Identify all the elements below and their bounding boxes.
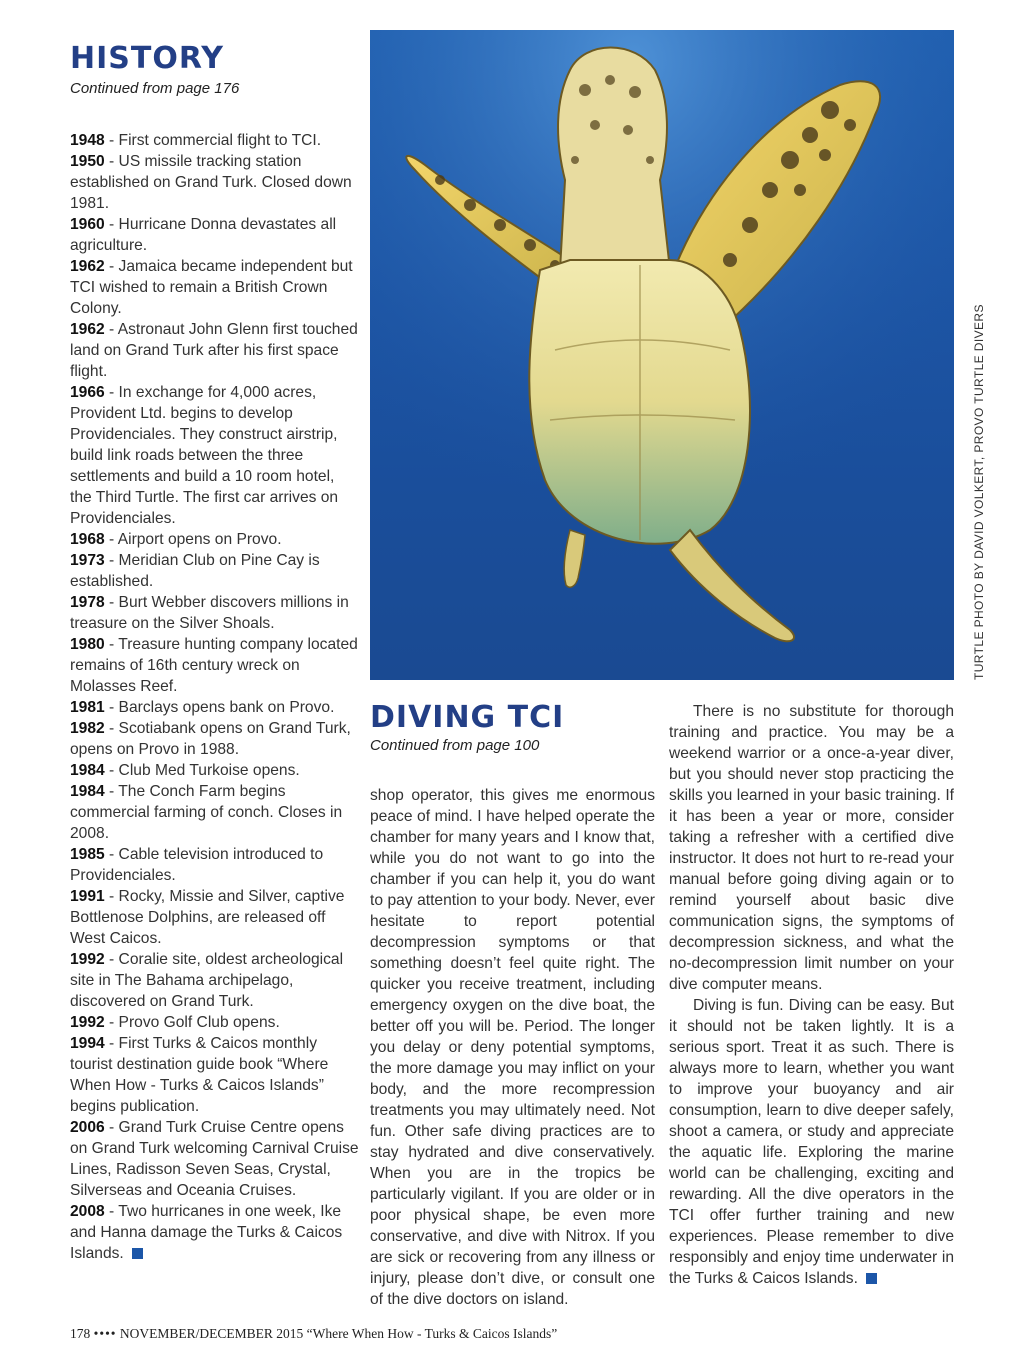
- timeline-entry: [70, 1012, 360, 1033]
- timeline-text: - Cable television introduced to Providenciales.: [70, 846, 324, 884]
- timeline-year: 1978: [70, 594, 105, 611]
- timeline-text: - US missile tracking station established on Grand Turk. Closed down 1981.: [70, 153, 352, 212]
- turtle-photo: [370, 30, 954, 680]
- timeline-entry: [70, 214, 360, 256]
- page-number: 178: [70, 1326, 91, 1341]
- timeline-entry: [70, 760, 360, 781]
- timeline-text: - Hurricane Donna devastates all agriculture.: [70, 216, 337, 254]
- diving-column-1: [370, 785, 655, 1310]
- timeline-year: 1973: [70, 552, 105, 569]
- timeline-text: - The Conch Farm begins commercial farming of conch. Closes in 2008.: [70, 783, 343, 842]
- timeline-entry: [70, 550, 360, 592]
- timeline-year: 1980: [70, 636, 105, 653]
- timeline-year: 1960: [70, 216, 105, 233]
- timeline-text: - Barclays opens bank on Provo.: [104, 699, 335, 716]
- timeline-text: - Two hurricanes in one week, Ike and Hanna damage the Turks & Caicos Islands.: [70, 1203, 343, 1262]
- history-timeline: [70, 130, 360, 1264]
- diving-paragraph: [669, 995, 954, 1289]
- timeline-entry: [70, 1201, 360, 1264]
- timeline-year: 1962: [70, 321, 105, 338]
- timeline-year: 1981: [70, 699, 105, 716]
- timeline-entry: [70, 1117, 360, 1201]
- timeline-entry: [70, 886, 360, 949]
- timeline-entry: [70, 718, 360, 760]
- timeline-year: 1966: [70, 384, 105, 401]
- timeline-text: - Club Med Turkoise opens.: [104, 762, 300, 779]
- photo-credit: TURTLE PHOTO BY DAVID VOLKERT, PROVO TURTLE DIVERS: [972, 304, 986, 680]
- timeline-text: - Burt Webber discovers millions in treasure on the Silver Shoals.: [70, 594, 349, 632]
- timeline-text: - Treasure hunting company located remains of 16th century wreck on Molasses Reef.: [70, 636, 358, 695]
- issue-date: NOVEMBER/DECEMBER 2015: [119, 1326, 304, 1341]
- timeline-entry: [70, 949, 360, 1012]
- timeline-text: - Meridian Club on Pine Cay is established.: [70, 552, 320, 590]
- timeline-entry: [70, 634, 360, 697]
- timeline-text: - Rocky, Missie and Silver, captive Bottlenose Dolphins, are released off West Caicos.: [70, 888, 345, 947]
- history-continued-note: Continued from page 176: [70, 80, 240, 97]
- diving-paragraph-text: Diving is fun. Diving can be easy. But it should not be taken lightly. It is a serious sport. Treat it as such. There is always more to learn, whether you want to improve your buoyancy and air consumption, learn to dive deeper safely, shoot a camera, or study and appreciate the aquatic life. Exploring the marine world can be challenging, exciting and rewarding. All the dive operators in the TCI offer further training and new experiences. Please remember to dive responsibly and enjoy time underwater in the Turks & Caicos Islands.: [669, 997, 954, 1287]
- timeline-year: 1982: [70, 720, 105, 737]
- diving-heading: DIVING TCI: [370, 700, 565, 735]
- page-footer: [70, 1326, 557, 1342]
- timeline-year: 1992: [70, 1014, 105, 1031]
- timeline-text: - Provo Golf Club opens.: [104, 1014, 280, 1031]
- timeline-text: - Airport opens on Provo.: [104, 531, 282, 548]
- timeline-year: 2008: [70, 1203, 105, 1220]
- diving-paragraph: There is no substitute for thorough training and practice. You may be a weekend warrior or a once-a-year diver, but you should never stop practicing the skills you learned in your basic training. If it has been a year or more, consider taking a refresher with a certified dive instructor. It does not hurt to re-read your manual before going diving again or to remind yourself about basic dive communication signs, the symptoms of decompression sickness, and what the no-decompression limit number on your dive computer means.: [669, 703, 954, 993]
- timeline-year: 1994: [70, 1035, 105, 1052]
- timeline-entry: [70, 151, 360, 214]
- timeline-entry: [70, 592, 360, 634]
- timeline-text: - Jamaica became independent but TCI wished to remain a British Crown Colony.: [70, 258, 353, 317]
- timeline-text: - Scotiabank opens on Grand Turk, opens on Provo in 1988.: [70, 720, 351, 758]
- timeline-text: - First commercial flight to TCI.: [104, 132, 322, 149]
- timeline-year: 1985: [70, 846, 105, 863]
- timeline-text: - In exchange for 4,000 acres, Provident Ltd. begins to develop Providenciales. They construct airstrip, build link roads between the three settlements and build a 10 room hotel, the Third Turtle. The first car arrives on Providenciales.: [70, 384, 339, 527]
- timeline-year: 1984: [70, 762, 105, 779]
- timeline-year: 1948: [70, 132, 105, 149]
- timeline-entry: [70, 130, 360, 151]
- timeline-entry: [70, 319, 360, 382]
- timeline-entry: [70, 1033, 360, 1117]
- timeline-year: 1992: [70, 951, 105, 968]
- history-heading: HISTORY: [70, 41, 225, 76]
- timeline-year: 1968: [70, 531, 105, 548]
- timeline-text: - First Turks & Caicos monthly tourist destination guide book “Where When How - Turks & Caicos Islands” begins publication.: [70, 1035, 329, 1115]
- footer-dots: ••••: [93, 1326, 117, 1341]
- end-of-article-marker: [866, 1273, 877, 1284]
- timeline-year: 1984: [70, 783, 105, 800]
- timeline-year: 1950: [70, 153, 105, 170]
- end-of-article-marker: [132, 1248, 143, 1259]
- timeline-entry: [70, 844, 360, 886]
- timeline-entry: [70, 781, 360, 844]
- timeline-text: - Coralie site, oldest archeological site in The Bahama archipelago, discovered on Grand Turk.: [70, 951, 344, 1010]
- timeline-entry: [70, 382, 360, 529]
- diving-column-2: [669, 701, 954, 1289]
- timeline-text: - Grand Turk Cruise Centre opens on Grand Turk welcoming Carnival Cruise Lines, Radisson Seven Seas, Crystal, Silverseas and Oceania Cruises.: [70, 1119, 359, 1199]
- diving-continued-note: Continued from page 100: [370, 737, 540, 754]
- timeline-year: 1991: [70, 888, 105, 905]
- publication-name: “Where When How - Turks & Caicos Islands”: [306, 1326, 558, 1341]
- timeline-text: - Astronaut John Glenn first touched land on Grand Turk after his first space flight.: [70, 321, 358, 380]
- timeline-year: 1962: [70, 258, 105, 275]
- turtle-illustration: [370, 30, 954, 680]
- timeline-entry: [70, 256, 360, 319]
- timeline-year: 2006: [70, 1119, 105, 1136]
- diving-paragraph: shop operator, this gives me enormous peace of mind. I have helped operate the chamber for many years and I know that, while you do not want to go into the chamber if you can help it, you do want to pay attention to your body. Never, ever hesitate to report potential decompression symptoms or that something doesn’t feel quite right. The quicker you receive treatment, including emergency oxygen on the dive boat, the better off you will be. Period. The longer you delay or deny potential symptoms, the more damage you may inflict on your body, and the more recompression treatments you may ultimately need. Not fun. Other safe diving practices are to stay hydrated and dive conservatively. When you are in the tropics be particularly vigilant. If you are older or in poor physical shape, be even more conservative, and dive with Nitrox. If you are sick or recovering from any illness or injury, please don’t dive, or consult one of the dive doctors on island.: [370, 787, 655, 1308]
- timeline-entry: [70, 697, 360, 718]
- timeline-entry: [70, 529, 360, 550]
